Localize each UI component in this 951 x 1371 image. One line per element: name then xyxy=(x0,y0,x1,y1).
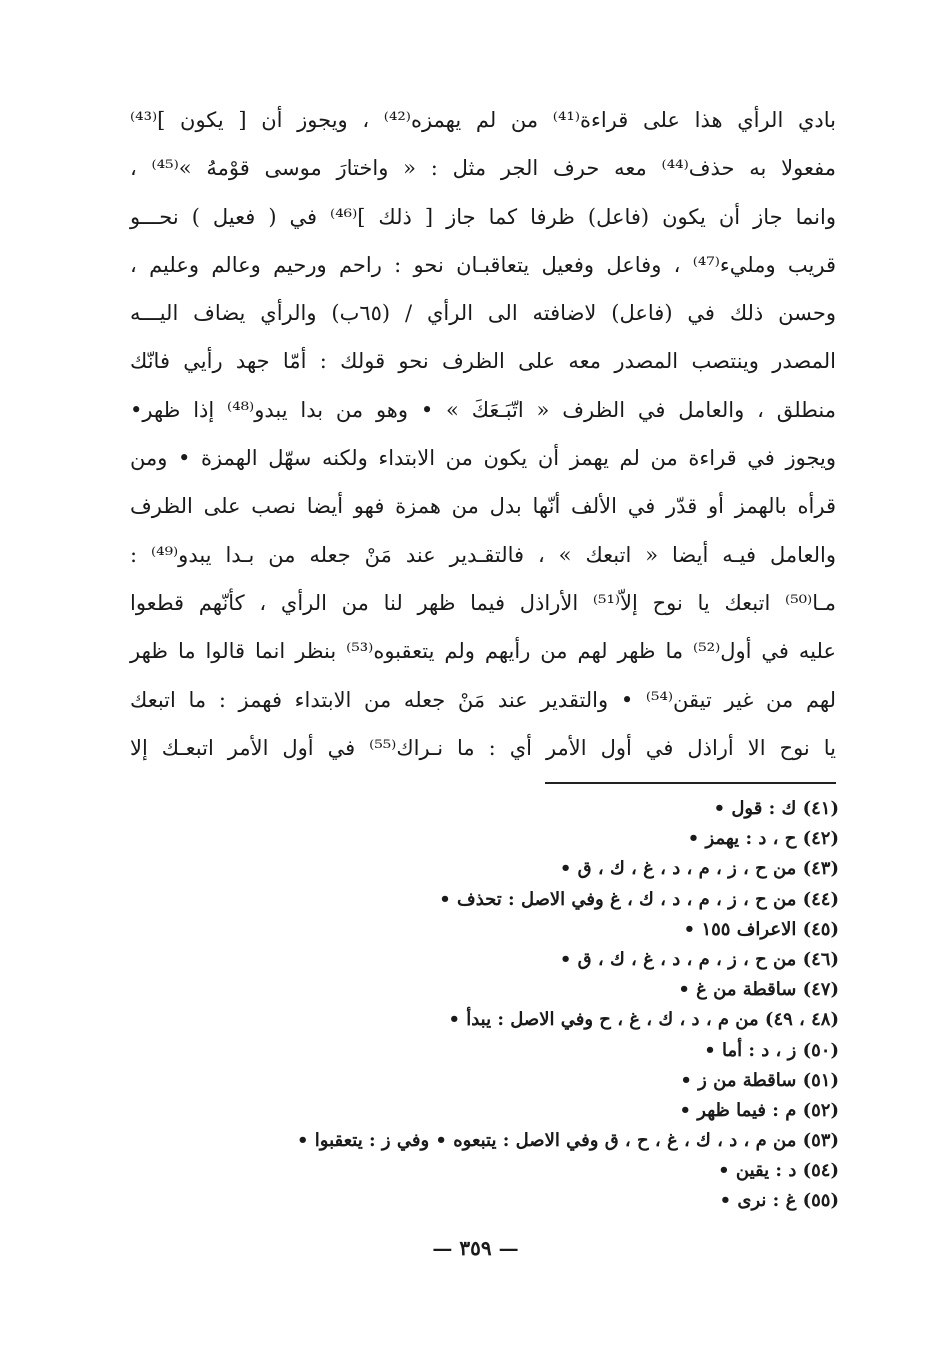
footnote: (٥١) ساقطة من ز • xyxy=(680,1069,839,1091)
text-line: عليه في أول⁽⁵²⁾ ما ظهر لهم من رأيهم ولم يتعقبوه⁽⁵³⁾ بنظر انما قالوا ما ظهر xyxy=(130,639,836,664)
footnote: (٤٣) من ح ، ز ، م ، د ، غ ، ك ، ق • xyxy=(559,858,839,880)
footnote: (٤٢) ح ، د : يهمز • xyxy=(687,828,839,850)
main-text-block xyxy=(130,96,836,772)
footnote: (٥٥) غ : نرى • xyxy=(719,1190,839,1212)
footnote: (٤١) ك : قول • xyxy=(713,798,839,819)
footnote: (٤٨ ، ٤٩) من م ، د ، ك ، غ ، ح وفي الاصل : يبدأ • xyxy=(448,1009,839,1031)
text-line: قرأه بالهمز أو قدّر في الألف أنّها بدل من همزة فهو أيضا نصب على الظرف xyxy=(130,494,836,519)
text-line: والعامل فيـه أيضا « اتبعك » ، فالتقـدير عند مَنْ جعله من بـدا يبدو⁽⁴⁹⁾ : xyxy=(130,542,836,567)
page-number: — ٣٥٩ — xyxy=(432,1236,519,1260)
footnote-divider xyxy=(545,782,836,784)
footnote: (٤٥) الاعراف ١٥٥ • xyxy=(683,918,839,940)
text-line: وانما جاز أن يكون (فاعل) ظرفا كما جاز [ ذلك ]⁽⁴⁶⁾ في ( فعيل ) نحـــو xyxy=(130,204,836,229)
text-line: ويجوز في قراءة من لم يهمز أن يكون من الابتداء ولكنه سهّل الهمزة • ومن xyxy=(130,446,836,471)
text-line: المصدر وينتصب المصدر معه على الظرف نحو قولك : أمّا جهد رأيي فانّك xyxy=(130,349,836,374)
footnote: (٥٠) ز ، د : أما • xyxy=(704,1039,839,1061)
text-line: لهم من غير تيقن⁽⁵⁴⁾ • والتقدير عند مَنْ جعله من الابتداء فهمز : ما اتبعك xyxy=(130,687,836,712)
text-line: وحسن ذلك في (فاعل) لاضافته الى الرأي / (٦٥ب) والرأي يضاف اليـــه xyxy=(130,301,836,326)
footnote: (٥٤) د : يقين • xyxy=(718,1160,839,1182)
text-line: مفعولا به حذف⁽⁴⁴⁾ معه حرف الجر مثل : « واختارَ موسى قوْمهُ »⁽⁴⁵⁾ ، xyxy=(130,156,836,181)
text-line: مـا⁽⁵⁰⁾ اتبعك يا نوح إلاّ⁽⁵¹⁾ الأراذل فيما ظهر لنا من الرأي ، كأنّهم قطعوا xyxy=(130,590,836,615)
footnote: (٥٢) م : فيما ظهر • xyxy=(679,1099,839,1121)
text-line: بادي الرأي هذا على قراءة⁽⁴¹⁾ من لم يهمزه⁽⁴²⁾ ، ويجوز أن [ يكون ]⁽⁴³⁾ xyxy=(130,108,836,132)
footnotes-block xyxy=(139,794,839,1217)
text-line: يا نوح الا أراذل في أول الأمر أي : ما نـراك⁽⁵⁵⁾ في أول الأمر اتبعـك إلا xyxy=(130,735,837,760)
text-line: منطلق ، والعامل في الظرف « اتّبَـعَكَ » • وهو من بدا يبدو⁽⁴⁸⁾ إذا ظهر• xyxy=(130,397,836,422)
footnote: (٤٦) من ح ، ز ، م ، د ، غ ، ك ، ق • xyxy=(559,948,839,970)
footnote: (٤٧) ساقطة من غ • xyxy=(678,979,839,1001)
text-line: قريب ومليء⁽⁴⁷⁾ ، وفاعل وفعيل يتعاقبـان نحو : راحم ورحيم وعالم وعليم ، xyxy=(130,252,836,277)
footnote: (٤٤) من ح ، ز ، م ، د ، ك ، غ وفي الاصل : تحذف • xyxy=(439,888,839,910)
footnote: (٥٣) من م ، د ، ك ، غ ، ح ، ق وفي الاصل : يتبعوه • وفي ز : يتعقبوا • xyxy=(297,1130,839,1152)
